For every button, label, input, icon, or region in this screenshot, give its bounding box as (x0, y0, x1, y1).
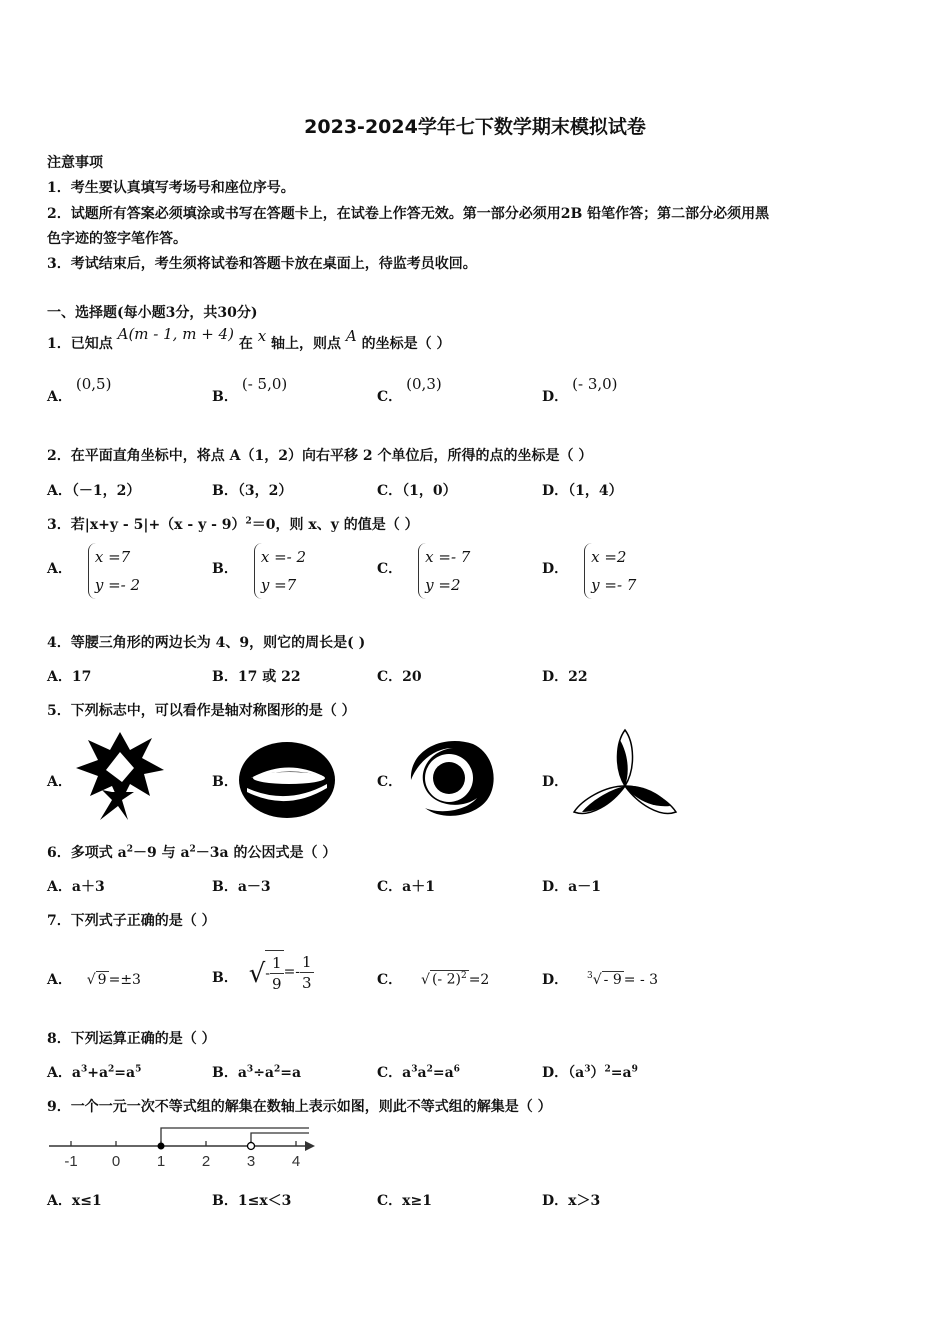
number-line (47, 1122, 322, 1172)
q7-option-c[interactable]: C． √ (- 2)$^2$ =2 (377, 971, 490, 988)
tick-label: -1 (64, 1153, 78, 1170)
q3-option-b[interactable]: B． x =- 2 y =7 (212, 543, 306, 599)
page-title: 2023-2024学年七下数学期末模拟试卷 (304, 116, 646, 138)
tick-label: 2 (201, 1153, 211, 1170)
q8-option-a[interactable]: A．$a^3+a^2=a^5$ (47, 1064, 142, 1081)
point-expression: A(m - 1, m + 4) (117, 325, 234, 343)
section-heading: 一、选择题(每小题3分，共30分) (47, 305, 258, 321)
q1-option-a[interactable]: A．(0,5) (47, 375, 112, 405)
solid-point (158, 1143, 165, 1150)
tick-label: 3 (246, 1153, 256, 1170)
q2-option-b[interactable]: B．（3，2） (212, 483, 293, 499)
q7-option-d[interactable]: D． $^3$√ - 9 = - 3 (542, 971, 659, 988)
q2-option-a[interactable]: A．（－1，2） (47, 483, 141, 499)
tick-label: 4 (291, 1153, 301, 1170)
q3-option-a[interactable]: A． x =7 y =- 2 (47, 543, 140, 599)
q4-option-a[interactable]: A．17 (47, 669, 92, 685)
question-1: 1．已知点 A(m - 1, m + 4) 在 x 轴上，则点 A 的坐标是（ ） (47, 325, 451, 352)
question-9: 9．一个一元一次不等式组的解集在数轴上表示如图，则此不等式组的解集是（ ） (47, 1099, 552, 1115)
q9-option-b[interactable]: B．1≤x＜3 (212, 1193, 292, 1209)
q8-option-b[interactable]: B．$a^3\div a^2=a$ (212, 1064, 302, 1081)
question-8: 8．下列运算正确的是（ ） (47, 1031, 216, 1047)
q8-option-c[interactable]: C．$a^3a^2=a^6$ (377, 1064, 460, 1081)
q2-option-d[interactable]: D．（1，4） (542, 483, 623, 499)
tick-label: 0 (111, 1153, 121, 1170)
q3-option-d[interactable]: D． x =2 y =- 7 (542, 543, 636, 599)
q5-label-d[interactable]: D． (542, 774, 569, 790)
q4-option-d[interactable]: D．22 (542, 669, 588, 685)
q1-option-d[interactable]: D．(- 3,0) (542, 375, 618, 405)
crescent-logo-icon[interactable] (237, 740, 337, 820)
q3-option-c[interactable]: C． x =- 7 y =2 (377, 543, 470, 599)
q9-option-a[interactable]: A．x≤1 (47, 1193, 102, 1209)
q4-option-b[interactable]: B．17 或 22 (212, 669, 301, 685)
q5-label-c[interactable]: C． (377, 774, 403, 790)
q6-option-d[interactable]: D．a－1 (542, 879, 601, 895)
question-4: 4．等腰三角形的两边长为 4、9，则它的周长是( ) (47, 635, 366, 651)
notice-heading: 注意事项 (47, 155, 103, 171)
question-3: 3．若|x+y - 5|+（x - y - 9）$^2$＝0，则 x、y 的值是（ ） (47, 516, 419, 533)
question-5: 5．下列标志中，可以看作是轴对称图形的是（ ） (47, 703, 356, 719)
q1-option-c[interactable]: C．(0,3) (377, 375, 442, 405)
q5-label-a[interactable]: A． (47, 774, 72, 790)
star-logo-icon[interactable] (72, 730, 168, 824)
q9-option-d[interactable]: D．x＞3 (542, 1193, 601, 1209)
question-6: 6．多项式 $a^2-9$ 与 $a^2-3a$ 的公因式是（ ） (47, 844, 337, 861)
q7-option-b[interactable]: B． √- $\frac{1}{9}$ =- $\frac{1}{3}$ (212, 950, 314, 994)
q6-option-a[interactable]: A．a＋3 (47, 879, 105, 895)
q7-option-a[interactable]: A． √ 9 =±3 (47, 972, 141, 988)
notice-item-2-cont: 色字迹的签字笔作答。 (47, 231, 187, 247)
hollow-point (248, 1143, 255, 1150)
notice-item-2: 2．试题所有答案必须填涂或书写在答题卡上，在试卷上作答无效。第一部分必须用2B 铅笔作答；第二部分必须用黑 (47, 206, 770, 222)
notice-item-3: 3．考试结束后，考生须将试卷和答题卡放在桌面上，待监考员收回。 (47, 256, 477, 272)
point-name: A (345, 327, 357, 345)
q5-label-b[interactable]: B． (212, 774, 238, 790)
q4-option-c[interactable]: C．20 (377, 669, 422, 685)
q1-option-b[interactable]: B．(- 5,0) (212, 375, 288, 405)
notice-item-1: 1．考生要认真填写考场号和座位序号。 (47, 180, 295, 196)
q6-option-b[interactable]: B．a－3 (212, 879, 271, 895)
tick-label: 1 (156, 1153, 166, 1170)
propeller-logo-icon[interactable] (570, 728, 680, 824)
q2-option-c[interactable]: C．（1，0） (377, 483, 457, 499)
q9-option-c[interactable]: C．x≥1 (377, 1193, 432, 1209)
q6-option-c[interactable]: C．a＋1 (377, 879, 435, 895)
q8-option-d[interactable]: D．$(a^3)^2=a^9$ (542, 1064, 638, 1081)
question-7: 7．下列式子正确的是（ ） (47, 913, 216, 929)
question-2: 2．在平面直角坐标中，将点 A（1，2）向右平移 2 个单位后，所得的点的坐标是（ ） (47, 448, 593, 464)
swirl-logo-icon[interactable] (403, 734, 499, 820)
axis-variable: x (257, 327, 267, 345)
